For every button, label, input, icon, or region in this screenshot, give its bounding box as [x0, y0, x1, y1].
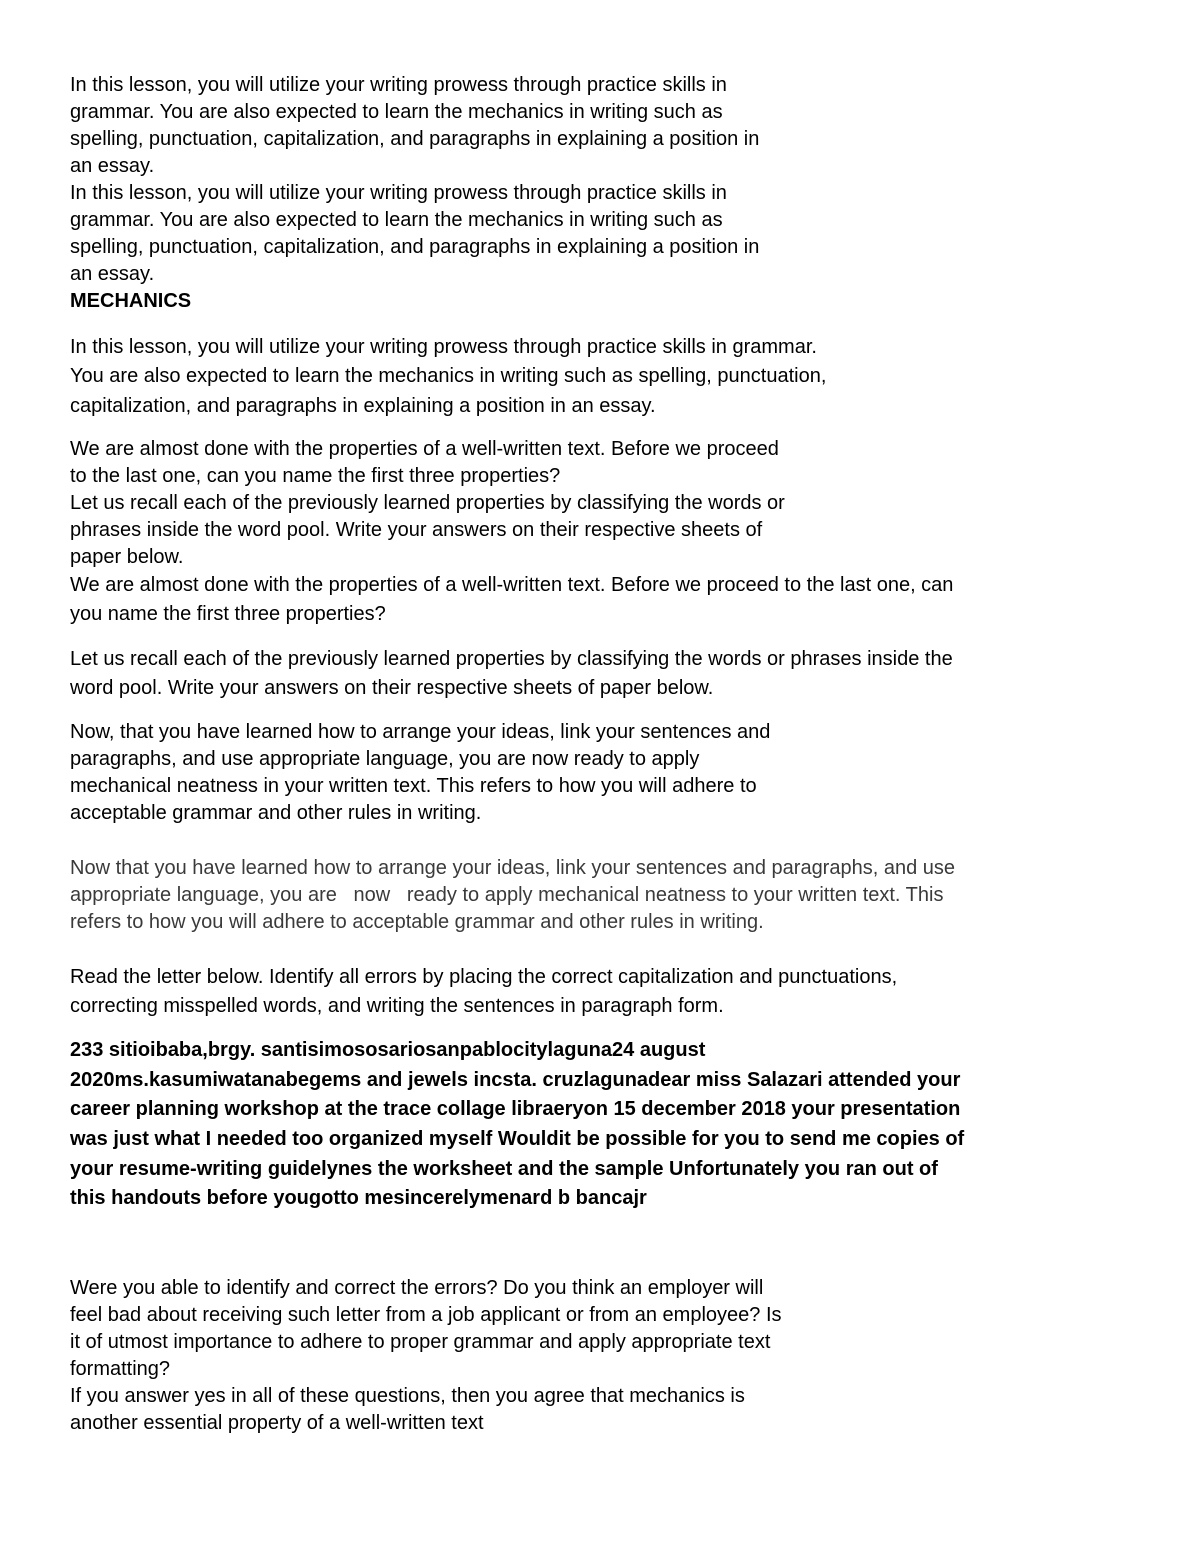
text-line: you name the first three properties?: [70, 603, 386, 626]
text-line: spelling, punctuation, capitalization, and paragraphs in explaining a position in: [70, 236, 760, 258]
text-line: formatting?: [70, 1358, 171, 1380]
text-line: feel bad about receiving such letter from a job applicant or from an employee? Is: [70, 1304, 782, 1326]
text-line: grammar. You are also expected to learn the mechanics in writing such as: [70, 101, 723, 123]
text-line: Now that you have learned how to arrange your ideas, link your sentences and paragraphs, and use: [70, 857, 955, 879]
text-line: In this lesson, you will utilize your writing prowess through practice skills in: [70, 182, 727, 204]
text-line: word pool. Write your answers on their respective sheets of paper below.: [70, 677, 714, 700]
text-line: 233 sitioibaba,brgy. santisimososariosanpablocitylaguna24 august: [70, 1039, 706, 1061]
text-line: another essential property of a well-written text: [70, 1412, 484, 1434]
text-line: You are also expected to learn the mechanics in writing such as spelling, punctuation,: [70, 365, 827, 388]
text-line: an essay.: [70, 155, 155, 177]
text-line: If you answer yes in all of these questions, then you agree that mechanics is: [70, 1385, 745, 1407]
text-line: paper below.: [70, 546, 184, 568]
text-line: capitalization, and paragraphs in explaining a position in an essay.: [70, 394, 656, 417]
text-line: paragraphs, and use appropriate language, you are now ready to apply: [70, 748, 700, 770]
text-line: to the last one, can you name the first three properties?: [70, 465, 561, 487]
text-line: Read the letter below. Identify all errors by placing the correct capitalization and punctuations,: [70, 966, 898, 988]
text-line: We are almost done with the properties of a well-written text. Before we proceed to the last one, can: [70, 574, 954, 596]
text-line: Now, that you have learned how to arrange your ideas, link your sentences and: [70, 721, 771, 743]
text-line: phrases inside the word pool. Write your answers on their respective sheets of: [70, 519, 763, 541]
text-line: We are almost done with the properties of a well-written text. Before we proceed: [70, 438, 779, 460]
text-line: it of utmost importance to adhere to proper grammar and apply appropriate text: [70, 1331, 771, 1353]
text-line: In this lesson, you will utilize your writing prowess through practice skills in: [70, 74, 727, 96]
text-line: an essay.: [70, 263, 155, 285]
text-line: Were you able to identify and correct the errors? Do you think an employer will: [70, 1277, 764, 1299]
text-line: mechanical neatness in your written text. This refers to how you will adhere to: [70, 775, 757, 797]
text-line: acceptable grammar and other rules in writing.: [70, 802, 482, 824]
text-line: this handouts before yougotto mesincerelymenard b bancajr: [70, 1187, 647, 1210]
text-line: appropriate language, you are now ready to apply mechanical neatness to your written text. This: [70, 884, 944, 906]
now-paragraph-long: [70, 855, 955, 936]
text-line: spelling, punctuation, capitalization, and paragraphs in explaining a position in: [70, 128, 760, 150]
recall-paragraph-long-1: [70, 571, 953, 630]
text-line: your resume-writing guidelynes the worksheet and the sample Unfortunately you ran out of: [70, 1157, 938, 1180]
text-line: career planning workshop at the trace collage libraeryon 15 december 2018 your presentation: [70, 1098, 961, 1121]
letter-exercise: [70, 1036, 1128, 1214]
text-line: Let us recall each of the previously learned properties by classifying the words or phrases inside the: [70, 648, 953, 670]
text-line: grammar. You are also expected to learn the mechanics in writing such as: [70, 209, 723, 231]
text-line: correcting misspelled words, and writing the sentences in paragraph form.: [70, 995, 724, 1018]
recall-paragraph-long-2: [70, 645, 953, 704]
text-line: refers to how you will adhere to acceptable grammar and other rules in writing.: [70, 911, 764, 933]
intro-paragraph-1: [70, 72, 992, 180]
text-line: 2020ms.kasumiwatanabegems and jewels incsta. cruzlagunadear miss Salazari attended your: [70, 1068, 961, 1091]
text-line: was just what I needed too organized myself Wouldit be possible for you to send me copies of: [70, 1128, 965, 1151]
text-line: Let us recall each of the previously learned properties by classifying the words or: [70, 492, 785, 514]
text-line: In this lesson, you will utilize your writing prowess through practice skills in grammar.: [70, 336, 817, 358]
intro-paragraph-2: [70, 180, 992, 288]
section-heading: MECHANICS: [70, 290, 192, 312]
lesson-intro-paragraph: [70, 333, 1128, 421]
instruction-paragraph: [70, 963, 1128, 1022]
now-paragraph-short: [70, 719, 942, 827]
recall-paragraph-short: [70, 436, 785, 571]
closing-paragraph: [70, 1275, 782, 1437]
